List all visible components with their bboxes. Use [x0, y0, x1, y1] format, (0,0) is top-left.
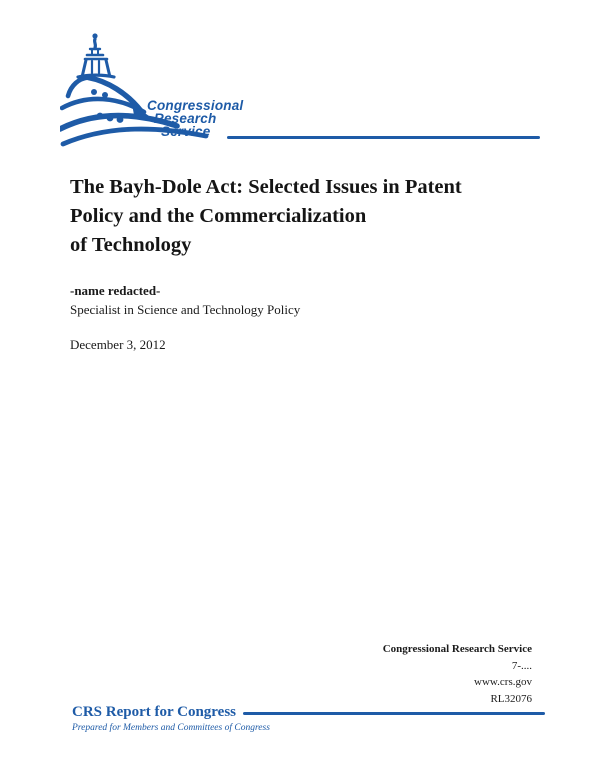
footer-report-number: RL32076: [490, 692, 532, 705]
report-title-line: The Bayh-Dole Act: Selected Issues in Patent: [70, 176, 462, 198]
crs-wordmark: [147, 99, 243, 138]
footer-banner: [72, 704, 545, 733]
footer-info-block: [383, 641, 532, 707]
footer-website: www.crs.gov: [474, 676, 532, 688]
report-title: [70, 173, 550, 260]
footer-banner-rule: [243, 712, 545, 715]
author-name: -name redacted-: [70, 283, 161, 298]
wordmark-line: Research: [154, 111, 217, 126]
report-date: December 3, 2012: [70, 337, 166, 352]
footer-banner-subtitle: Prepared for Members and Committees of Congress: [72, 723, 270, 733]
author-role: Specialist in Science and Technology Policy: [70, 302, 301, 317]
footer-banner-row: [72, 704, 545, 721]
byline: [70, 281, 300, 319]
wordmark-line: Service: [161, 124, 211, 139]
footer-org: Congressional Research Service: [382, 643, 532, 655]
masthead-rule: [227, 136, 540, 139]
report-title-line: Policy and the Commercialization: [70, 205, 367, 227]
footer-banner-title: CRS Report for Congress: [72, 704, 237, 720]
report-title-line: of Technology: [70, 234, 192, 256]
footer-phone: 7-....: [511, 659, 532, 672]
wordmark-line: Congressional: [147, 98, 244, 113]
